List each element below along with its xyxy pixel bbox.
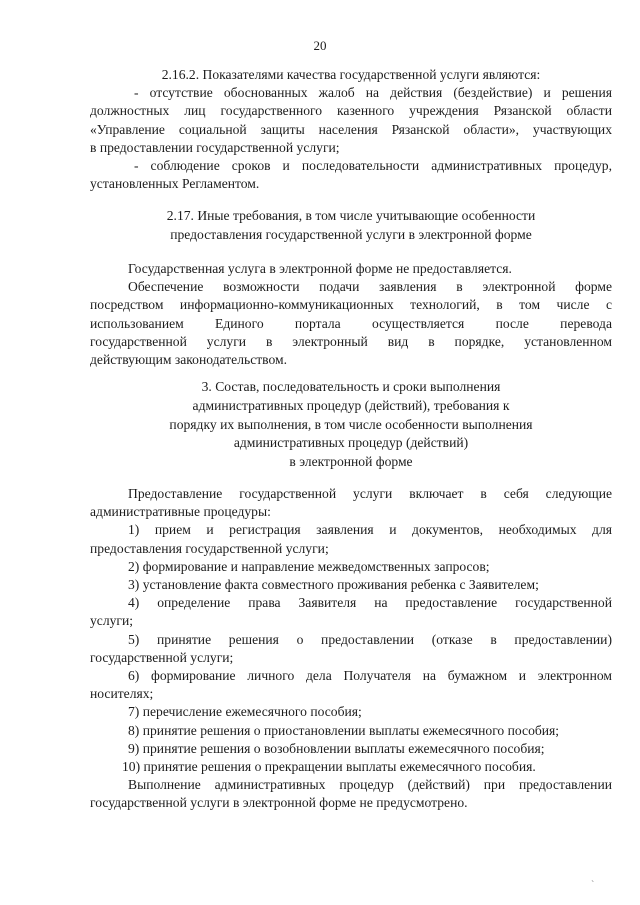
heading-line: предоставления государственной услуги в электронной форме xyxy=(170,226,532,242)
paragraph-line: - отсутствие обоснованных жалоб на действия (бездействие) и решения xyxy=(134,85,612,101)
heading-line: порядку их выполнения, в том числе особенности выполнения xyxy=(169,416,533,432)
paragraph-line: должностных лиц государственного казенного учреждения Рязанской области xyxy=(90,103,612,119)
paragraph-line: установленных Регламентом. xyxy=(90,176,260,192)
paragraph-line: 2.16.2. Показателями качества государственной услуги являются: xyxy=(161,67,541,82)
paragraph-line: административные процедуры: xyxy=(90,504,271,520)
heading-line: административных процедур (действий), требования к xyxy=(192,397,510,413)
paragraph-line: использованием Единого портала осуществляется после перевода xyxy=(90,315,612,331)
paragraph-line: государственной услуги в электронной форме не предусмотрено. xyxy=(90,795,468,811)
list-item-continuation: государственной услуги; xyxy=(90,649,234,665)
paragraph-line: Предоставление государственной услуги включает в себя следующие xyxy=(128,486,612,501)
list-item: 3) установление факта совместного проживания ребенка с Заявителем; xyxy=(128,577,539,593)
page-number: 20 xyxy=(313,38,327,53)
list-item: 6) формирование личного дела Получателя на бумажном и электронном xyxy=(128,668,612,684)
list-item-continuation: предоставления государственной услуги; xyxy=(90,540,329,556)
paragraph-line: Обеспечение возможности подачи заявления в электронной форме xyxy=(128,279,612,295)
list-item: 1) прием и регистрация заявления и документов, необходимых для xyxy=(128,522,612,538)
scan-mark: ` xyxy=(591,880,595,891)
list-item-continuation: услуги; xyxy=(90,613,134,629)
paragraph-line: - соблюдение сроков и последовательности административных процедур, xyxy=(134,158,612,174)
list-item: 7) перечисление ежемесячного пособия; xyxy=(128,704,362,720)
paragraph-line: посредством информационно-коммуникационных технологий, в том числе с xyxy=(90,297,612,313)
heading-2-17 xyxy=(90,207,612,245)
list-item: 4) определение права Заявителя на предоставление государственной xyxy=(128,595,612,611)
paragraph-line: в предоставлении государственной услуги; xyxy=(90,139,340,155)
list-item: 8) принятие решения о приостановлении выплаты ежемесячного пособия; xyxy=(128,722,560,738)
list-item: 2) формирование и направление межведомственных запросов; xyxy=(128,558,490,574)
section-2-16-2 xyxy=(90,66,612,193)
heading-3 xyxy=(90,378,612,472)
paragraph-line: Выполнение административных процедур (действий) при предоставлении xyxy=(128,777,612,793)
heading-line: административных процедур (действий) xyxy=(233,435,469,451)
list-item-continuation: носителях; xyxy=(90,686,154,702)
paragraph-line: «Управление социальной защиты населения Рязанской области», участвующих xyxy=(90,121,612,137)
heading-line: 2.17. Иные требования, в том числе учитывающие особенности xyxy=(166,208,536,223)
section-2-17 xyxy=(90,260,612,369)
paragraph-line: государственной услуги в электронный вид в порядке, установленном xyxy=(90,333,612,349)
list-item: 10) принятие решения о прекращении выплаты ежемесячного пособия. xyxy=(122,759,536,775)
paragraph-line: действующим законодательством. xyxy=(90,352,288,368)
paragraph-line: Государственная услуга в электронной форме не предоставляется. xyxy=(128,261,512,276)
section-3 xyxy=(90,485,612,813)
heading-line: в электронной форме xyxy=(289,454,413,470)
list-item: 9) принятие решения о возобновлении выплаты ежемесячного пособия; xyxy=(128,740,545,756)
heading-line: 3. Состав, последовательность и сроки выполнения xyxy=(201,379,501,394)
list-item: 5) принятие решения о предоставлении (отказе в предоставлении) xyxy=(128,631,612,647)
